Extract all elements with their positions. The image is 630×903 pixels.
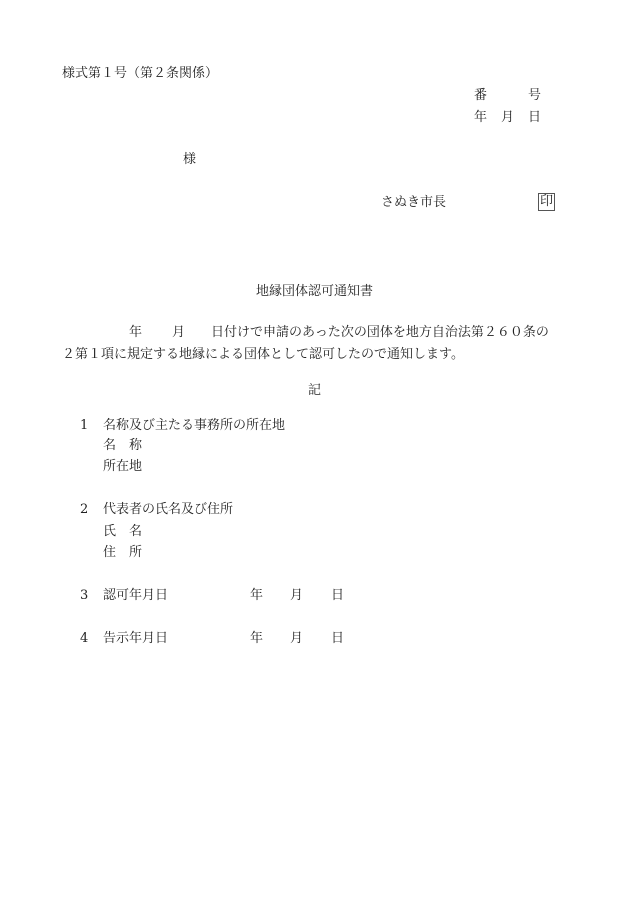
item-4-label: 告示年月日	[103, 631, 169, 646]
date-month-label: 月	[501, 110, 515, 125]
item-4-number: 4	[80, 631, 89, 646]
item-3-year: 年	[250, 588, 264, 603]
date-year-label: 年	[474, 110, 488, 125]
item-3-day: 日	[331, 588, 345, 603]
number-label-2: 号	[528, 88, 542, 103]
item-2-label: 代表者の氏名及び住所	[103, 502, 234, 517]
issuer-name: さぬき市長	[381, 195, 447, 210]
item-1-number: 1	[80, 418, 89, 433]
item-4-month: 月	[290, 631, 304, 646]
item-1-label: 名称及び主たる事務所の所在地	[103, 418, 286, 433]
date-day-label: 日	[528, 110, 542, 125]
number-label-1: 番	[474, 88, 488, 103]
body-line-1: 日付けで申請のあった次の団体を地方自治法第２６０条の	[211, 325, 549, 340]
body-month: 月	[172, 325, 186, 340]
item-2-sub-name: 氏 名	[103, 524, 143, 539]
item-4-year: 年	[250, 631, 264, 646]
form-label: 様式第１号（第２条関係）	[62, 66, 219, 81]
body-year: 年	[129, 325, 143, 340]
item-2-number: 2	[80, 502, 89, 517]
item-3-month: 月	[290, 588, 304, 603]
seal-stamp-box: 印	[540, 194, 554, 209]
body-line-2: ２第１項に規定する地縁による団体として認可したので通知します。	[62, 347, 464, 362]
addressee-suffix: 様	[183, 152, 197, 167]
item-1-sub-name: 名 称	[103, 438, 143, 453]
item-3-number: 3	[80, 588, 89, 603]
document-title: 地縁団体認可通知書	[256, 284, 374, 299]
item-3-label: 認可年月日	[103, 588, 169, 603]
item-1-sub-address: 所在地	[103, 459, 143, 474]
item-4-day: 日	[331, 631, 345, 646]
ki-marker: 記	[308, 383, 322, 398]
item-2-sub-address: 住 所	[103, 545, 143, 560]
